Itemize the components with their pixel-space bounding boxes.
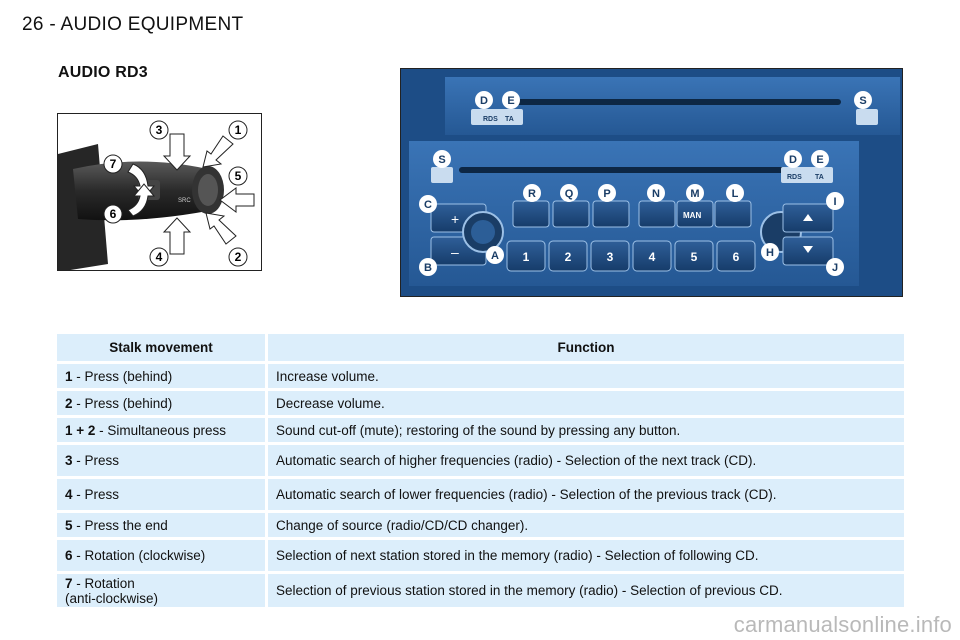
table-row — [57, 445, 904, 476]
table-row — [57, 574, 904, 607]
svg-text:D: D — [789, 154, 797, 166]
badge-back-S — [854, 91, 872, 109]
table-row — [57, 513, 904, 537]
preset-6: 6 — [732, 250, 740, 264]
svg-text:C: C — [424, 199, 432, 211]
table-header-row — [57, 334, 904, 361]
badge-J — [826, 258, 844, 276]
arrow-2 — [206, 213, 236, 244]
preset-1: 1 — [522, 250, 530, 264]
movement-key: 6 — [65, 548, 73, 563]
movement-key: 4 — [65, 487, 73, 502]
table-row — [57, 418, 904, 442]
movement-cell — [57, 364, 268, 388]
movement-text: - Rotation (clockwise) — [72, 548, 206, 563]
function-cell: Automatic search of higher frequencies (radio) - Selection of the next track (CD). — [268, 445, 904, 476]
svg-text:7: 7 — [109, 157, 117, 171]
badge-N — [647, 184, 665, 202]
svg-text:N: N — [652, 188, 660, 200]
callout-1 — [229, 121, 247, 139]
preset-4: 4 — [648, 250, 656, 264]
badge-back-D — [475, 91, 493, 109]
callout-7 — [104, 155, 122, 173]
movement-key: 1 + 2 — [65, 422, 96, 438]
table-row — [57, 391, 904, 415]
svg-text:S: S — [438, 154, 446, 166]
badge-front-S — [433, 150, 451, 168]
watermark: carmanualsonline.info — [733, 612, 952, 637]
function-cell: Increase volume. — [268, 364, 904, 388]
svg-text:D: D — [480, 95, 488, 107]
function-table — [57, 331, 904, 610]
badge-H — [761, 243, 779, 261]
table-row — [57, 364, 904, 388]
man-label: MAN — [683, 211, 702, 220]
movement-cell — [57, 513, 268, 537]
table-row — [57, 540, 904, 571]
movement-text: - Press — [72, 487, 120, 502]
function-cell: Automatic search of lower frequencies (radio) - Selection of the previous track (CD). — [268, 479, 904, 510]
svg-text:R: R — [528, 188, 536, 200]
movement-cell — [57, 418, 268, 442]
badge-Q — [560, 184, 578, 202]
movement-cell — [57, 391, 268, 415]
stalk-src-label: SRC — [178, 198, 191, 204]
badge-front-D — [784, 150, 802, 168]
svg-text:S: S — [859, 95, 867, 107]
callout-5 — [229, 167, 247, 185]
radio-illustration — [400, 68, 903, 297]
callout-6 — [104, 205, 122, 223]
svg-text:1: 1 — [234, 123, 242, 137]
movement-cell — [57, 574, 268, 607]
svg-text:M: M — [690, 188, 700, 200]
svg-text:E: E — [816, 154, 824, 166]
callout-3 — [150, 121, 168, 139]
function-cell: Decrease volume. — [268, 391, 904, 415]
movement-text: - Press the end — [72, 517, 168, 533]
svg-text:Q: Q — [564, 188, 574, 200]
arrow-4 — [164, 218, 190, 254]
svg-text:I: I — [833, 196, 837, 208]
svg-text:B: B — [424, 262, 432, 274]
callout-4 — [150, 248, 168, 266]
svg-text:2: 2 — [234, 250, 242, 264]
function-cell: Selection of next station stored in the memory (radio) - Selection of following CD. — [268, 540, 904, 571]
badge-L — [726, 184, 744, 202]
badge-P — [598, 184, 616, 202]
svg-text:H: H — [766, 247, 774, 259]
badge-I — [826, 192, 844, 210]
movement-key: 3 — [65, 453, 73, 468]
movement-key: 2 — [65, 395, 73, 411]
preset-5: 5 — [690, 250, 698, 264]
front-ta-label: TA — [815, 174, 824, 181]
svg-text:P: P — [603, 188, 611, 200]
svg-text:3: 3 — [155, 123, 163, 137]
badge-A — [486, 246, 504, 264]
movement-cell — [57, 540, 268, 571]
back-rds-label: RDS — [483, 116, 498, 123]
function-cell: Sound cut-off (mute); restoring of the sound by pressing any button. — [268, 418, 904, 442]
movement-text: - Press — [72, 453, 120, 468]
arrow-5 — [220, 188, 254, 212]
svg-text:L: L — [731, 188, 739, 200]
svg-text:E: E — [507, 95, 515, 107]
vol-minus-label: – — [451, 244, 459, 260]
back-ta-label: TA — [505, 116, 514, 123]
preset-2: 2 — [564, 250, 572, 264]
function-cell: Selection of previous station stored in the memory (radio) - Selection of previous CD. — [268, 574, 904, 607]
svg-text:A: A — [491, 250, 499, 262]
svg-text:4: 4 — [155, 250, 163, 264]
movement-text: - Rotation (anti-clockwise) — [65, 575, 159, 606]
badge-R — [523, 184, 541, 202]
function-cell: Change of source (radio/CD/CD changer). — [268, 513, 904, 537]
movement-text: - Press (behind) — [72, 395, 173, 411]
svg-text:5: 5 — [234, 169, 242, 183]
vol-plus-label: + — [451, 211, 460, 227]
movement-cell — [57, 445, 268, 476]
badge-front-E — [811, 150, 829, 168]
section-title: AUDIO RD3 — [58, 64, 148, 81]
callout-2 — [229, 248, 247, 266]
front-rds-label: RDS — [787, 174, 802, 181]
preset-3: 3 — [606, 250, 614, 264]
movement-cell — [57, 479, 268, 510]
arrow-1 — [203, 136, 233, 167]
badge-C — [419, 195, 437, 213]
page-header: 26 - AUDIO EQUIPMENT — [22, 14, 244, 35]
stalk-illustration — [57, 113, 262, 271]
badge-B — [419, 258, 437, 276]
badge-back-E — [502, 91, 520, 109]
movement-key: 5 — [65, 517, 73, 533]
table-row — [57, 479, 904, 510]
header-stalk-movement: Stalk movement — [57, 334, 268, 361]
header-function: Function — [268, 334, 904, 361]
movement-text: - Simultaneous press — [95, 422, 226, 438]
movement-key: 1 — [65, 368, 73, 384]
badge-M — [686, 184, 704, 202]
movement-text: - Press (behind) — [72, 368, 173, 384]
movement-key: 7 — [65, 575, 73, 591]
svg-text:J: J — [831, 262, 839, 274]
svg-text:6: 6 — [109, 207, 117, 221]
